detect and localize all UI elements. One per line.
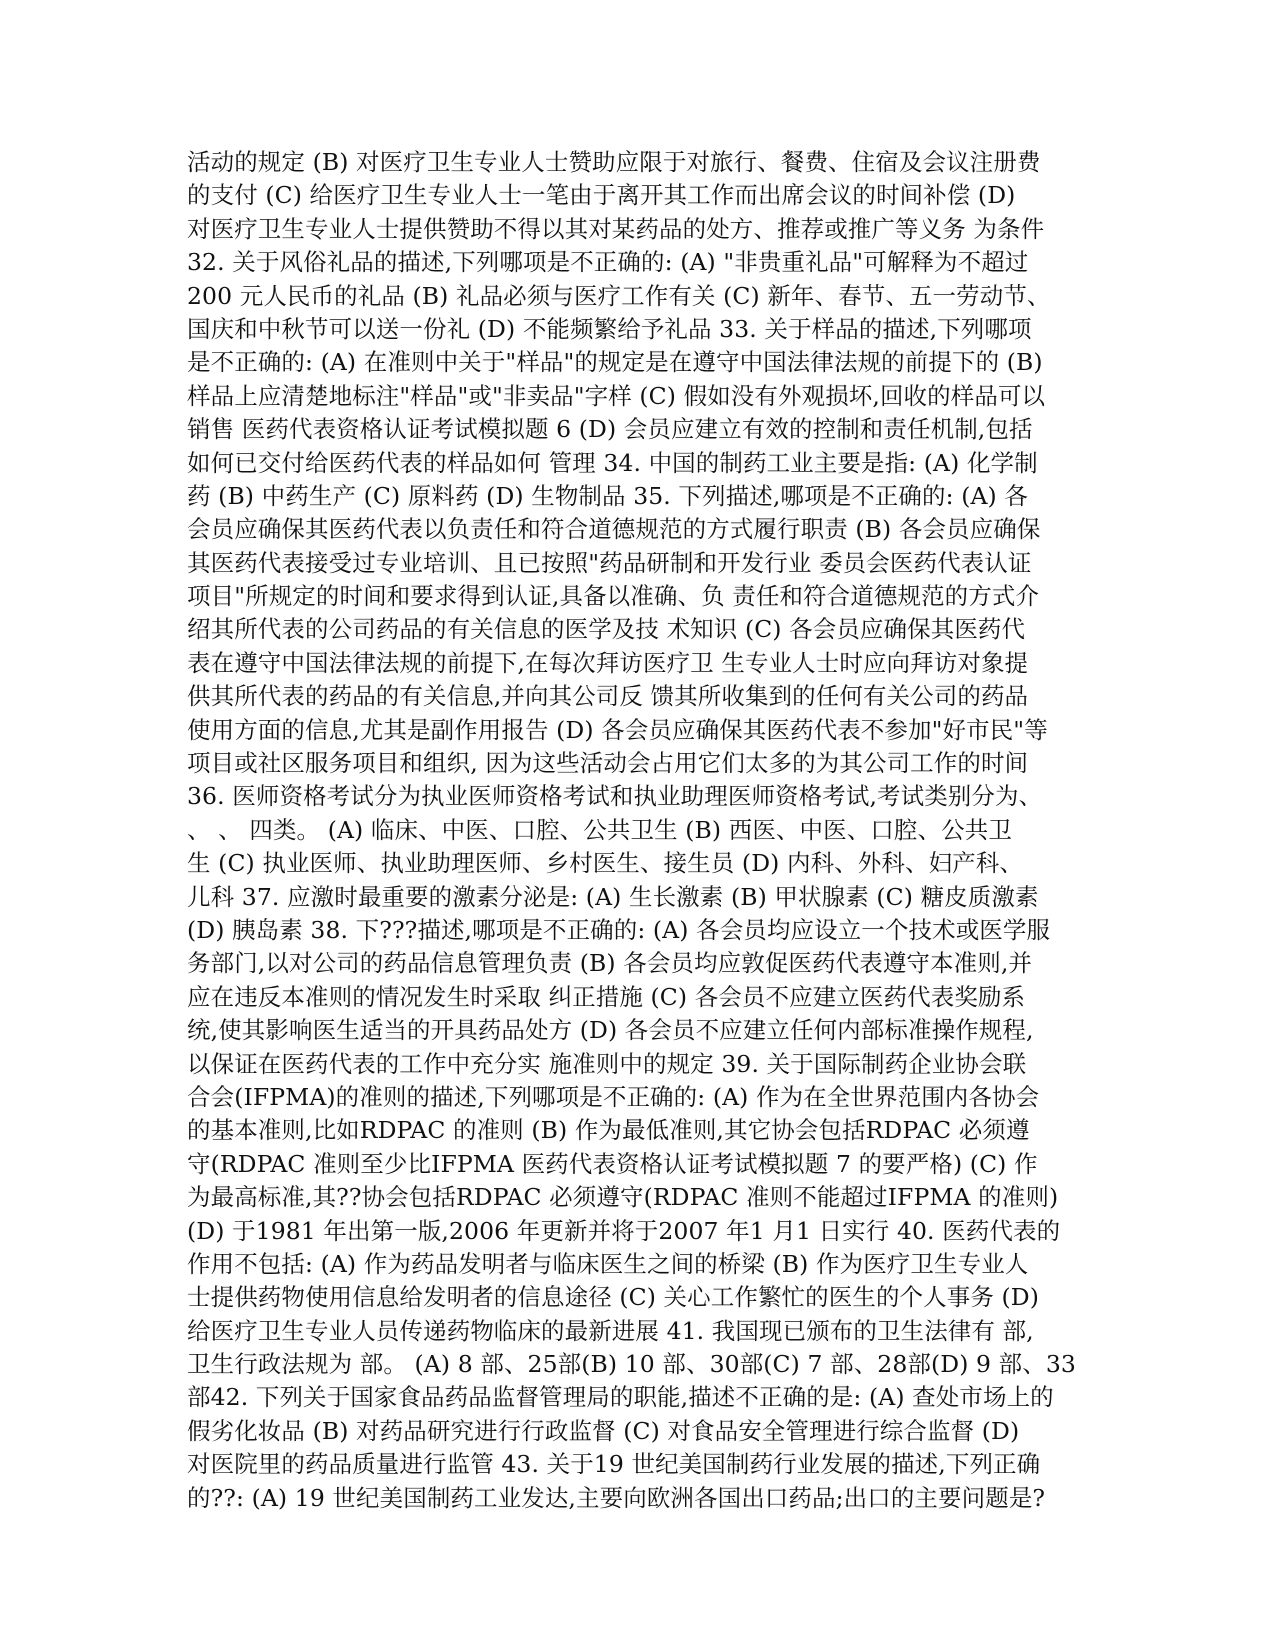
- text-line: 对医院里的药品质量进行监管 43. 关于19 世纪美国制药行业发展的描述,下列正确: [187, 1450, 1041, 1479]
- text-line: 部42. 下列关于国家食品药品监督管理局的职能,描述不正确的是: (A) 查处市场上的: [187, 1383, 1054, 1412]
- text-line: 使用方面的信息,尤其是副作用报告 (D) 各会员应确保其医药代表不参加"好市民"等: [187, 715, 1048, 744]
- text-line: 、 、 四类。 (A) 临床、中医、口腔、公共卫生 (B) 西医、中医、口腔、公共卫: [187, 815, 1012, 844]
- text-line: 绍其所代表的公司药品的有关信息的医学及技 术知识 (C) 各会员应确保其医药代: [187, 615, 1026, 644]
- text-line: 假劣化妆品 (B) 对药品研究进行行政监督 (C) 对食品安全管理进行综合监督 (D): [187, 1416, 1020, 1445]
- text-line: 卫生行政法规为 部。 (A) 8 部、25部(B) 10 部、30部(C) 7 部、28部(D) 9 部、33: [187, 1350, 1076, 1379]
- text-line: 对医疗卫生专业人士提供赞助不得以其对某药品的处方、推荐或推广等义务 为条件: [187, 214, 1045, 243]
- text-line: 其医药代表接受过专业培训、且已按照"药品研制和开发行业 委员会医药代表认证: [187, 548, 1032, 577]
- text-line: 供其所代表的药品的有关信息,并向其公司反 馈其所收集到的任何有关公司的药品: [187, 682, 1029, 711]
- text-line: 如何已交付给医药代表的样品如何 管理 34. 中国的制药工业主要是指: (A) 化学制: [187, 448, 1038, 477]
- text-line: 是不正确的: (A) 在准则中关于"样品"的规定是在遵守中国法律法规的前提下的 (B): [187, 348, 1043, 377]
- text-line: 200 元人民币的礼品 (B) 礼品必须与医疗工作有关 (C) 新年、春节、五一劳动节、: [187, 281, 1051, 310]
- text-line: 的基本准则,比如RDPAC 的准则 (B) 作为最低准则,其它协会包括RDPAC 必须遵: [187, 1116, 1030, 1145]
- text-line: 样品上应清楚地标注"样品"或"非卖品"字样 (C) 假如没有外观损坏,回收的样品可以: [187, 381, 1046, 410]
- text-line: 守(RDPAC 准则至少比IFPMA 医药代表资格认证考试模拟题 7 的要严格) (C) 作: [187, 1149, 1038, 1178]
- text-line: 药 (B) 中药生产 (C) 原料药 (D) 生物制品 35. 下列描述,哪项是不正确的: (A) 各: [187, 481, 1028, 510]
- text-line: 士提供药物使用信息给发明者的信息途径 (C) 关心工作繁忙的医生的个人事务 (D): [187, 1283, 1040, 1312]
- text-line: 项目或社区服务项目和组织, 因为这些活动会占用它们太多的为其公司工作的时间: [187, 749, 1029, 778]
- text-line: 的支付 (C) 给医疗卫生专业人士一笔由于离开其工作而出席会议的时间补偿 (D): [187, 181, 1016, 210]
- text-line: 活动的规定 (B) 对医疗卫生专业人士赞助应限于对旅行、餐费、住宿及会议注册费: [187, 148, 1041, 176]
- text-line: 合会(IFPMA)的准则的描述,下列哪项是不正确的: (A) 作为在全世界范围内各协会: [187, 1082, 1040, 1111]
- text-line: 作用不包括: (A) 作为药品发明者与临床医生之间的桥梁 (B) 作为医疗卫生专业人: [187, 1249, 1029, 1278]
- text-line: 国庆和中秋节可以送一份礼 (D) 不能频繁给予礼品 33. 关于样品的描述,下列哪项: [187, 314, 1032, 343]
- text-line: (D) 于1981 年出第一版,2006 年更新并将于2007 年1 月1 日实行 40. 医药代表的: [187, 1216, 1061, 1245]
- text-line: 表在遵守中国法律法规的前提下,在每次拜访医疗卫 生专业人士时应向拜访对象提: [187, 648, 1029, 677]
- text-line: 以保证在医药代表的工作中充分实 施准则中的规定 39. 关于国际制药企业协会联: [187, 1049, 1027, 1078]
- text-line: 会员应确保其医药代表以负责任和符合道德规范的方式履行职责 (B) 各会员应确保: [187, 515, 1041, 544]
- text-line: 务部门,以对公司的药品信息管理负责 (B) 各会员均应敦促医药代表遵守本准则,并: [187, 949, 1032, 978]
- text-line: 统,使其影响医生适当的开具药品处方 (D) 各会员不应建立任何内部标准操作规程,: [187, 1016, 1034, 1045]
- text-line: 36. 医师资格考试分为执业医师资格考试和执业助理医师资格考试,考试类别分为、: [187, 782, 1043, 811]
- text-line: 应在违反本准则的情况发生时采取 纠正措施 (C) 各会员不应建立医药代表奖励系: [187, 982, 1026, 1011]
- text-line: 生 (C) 执业医师、执业助理医师、乡村医生、接生员 (D) 内科、外科、妇产科、: [187, 849, 1023, 878]
- text-line: 项目"所规定的时间和要求得到认证,具备以准确、负 责任和符合道德规范的方式介: [187, 582, 1040, 611]
- document-body: [187, 146, 1087, 1515]
- text-line: (D) 胰岛素 38. 下???描述,哪项是不正确的: (A) 各会员均应设立一个技术或医学服: [187, 915, 1051, 944]
- text-line: 为最高标准,其??协会包括RDPAC 必须遵守(RDPAC 准则不能超过IFPMA 的准则): [187, 1183, 1059, 1212]
- text-line: 儿科 37. 应激时最重要的激素分泌是: (A) 生长激素 (B) 甲状腺素 (C) 糖皮质激素: [187, 882, 1039, 911]
- text-line: 给医疗卫生专业人员传递药物临床的最新进展 41. 我国现已颁布的卫生法律有 部,: [187, 1316, 1034, 1345]
- text-line: 的??: (A) 19 世纪美国制药工业发达,主要向欧洲各国出口药品;出口的主要问题是?: [187, 1483, 1046, 1512]
- text-line: 32. 关于风俗礼品的描述,下列哪项是不正确的: (A) "非贵重礼品"可解释为不超过: [187, 248, 1029, 277]
- text-line: 销售 医药代表资格认证考试模拟题 6 (D) 会员应建立有效的控制和责任机制,包括: [187, 415, 1033, 444]
